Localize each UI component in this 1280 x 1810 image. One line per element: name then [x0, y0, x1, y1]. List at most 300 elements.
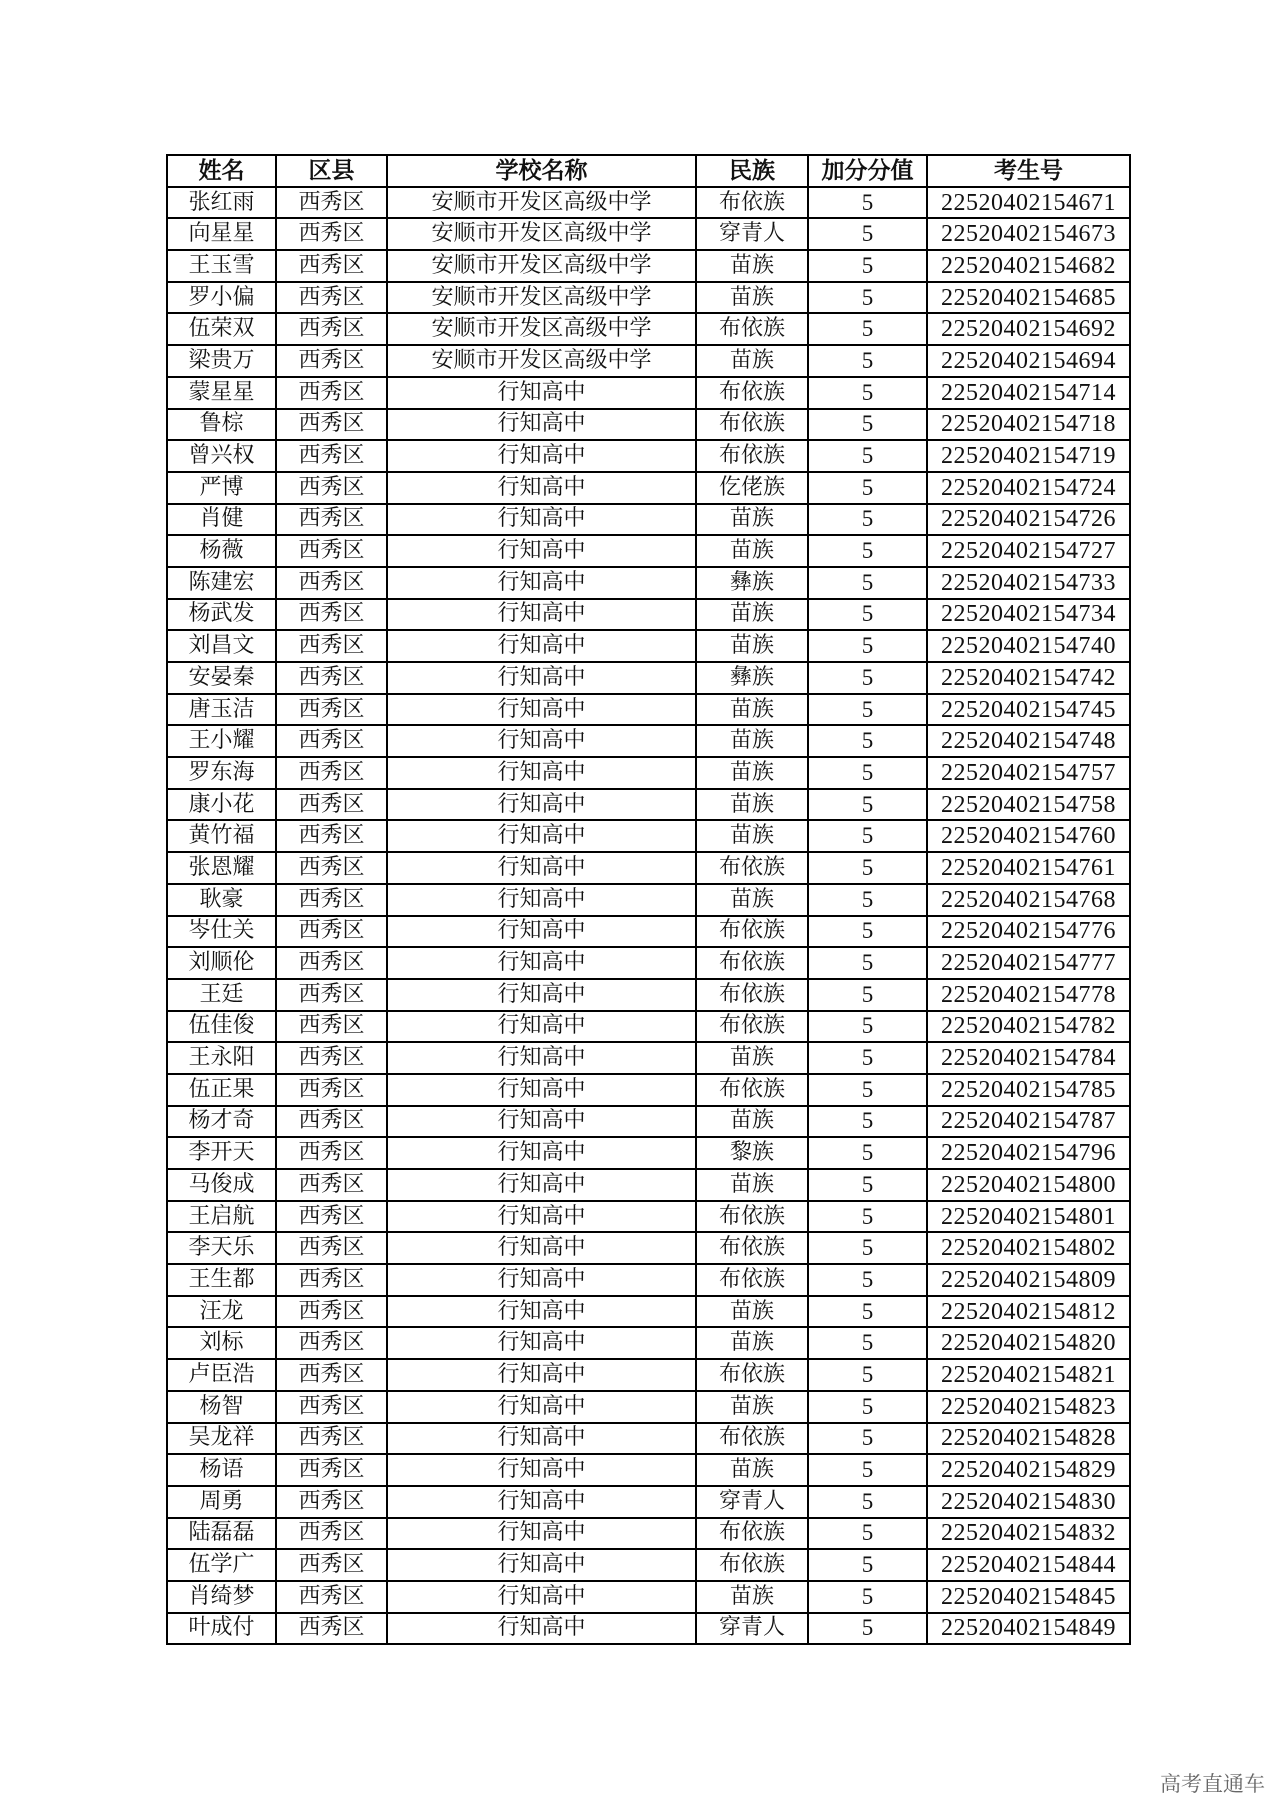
- cell-school: 行知高中: [387, 599, 696, 631]
- table-row: [167, 1518, 1130, 1550]
- cell-exam-number: 22520402154809: [927, 1264, 1130, 1296]
- cell-name: 鲁棕: [167, 409, 276, 441]
- cell-bonus-points: 5: [808, 1613, 927, 1645]
- cell-exam-number: 22520402154802: [927, 1232, 1130, 1264]
- cell-exam-number: 22520402154682: [927, 250, 1130, 282]
- cell-exam-number: 22520402154832: [927, 1518, 1130, 1550]
- cell-exam-number: 22520402154801: [927, 1201, 1130, 1233]
- cell-ethnicity: 苗族: [696, 535, 808, 567]
- cell-district: 西秀区: [276, 630, 387, 662]
- header-exam-number: 考生号: [927, 155, 1130, 187]
- cell-ethnicity: 苗族: [696, 725, 808, 757]
- cell-ethnicity: 苗族: [696, 1169, 808, 1201]
- cell-school: 行知高中: [387, 1486, 696, 1518]
- cell-name: 张恩耀: [167, 852, 276, 884]
- cell-name: 向星星: [167, 218, 276, 250]
- cell-name: 伍学广: [167, 1549, 276, 1581]
- table-row: [167, 1137, 1130, 1169]
- header-bonus-points: 加分分值: [808, 155, 927, 187]
- cell-school: 行知高中: [387, 1137, 696, 1169]
- cell-school: 行知高中: [387, 1296, 696, 1328]
- cell-exam-number: 22520402154820: [927, 1327, 1130, 1359]
- table-row: [167, 1232, 1130, 1264]
- cell-name: 周勇: [167, 1486, 276, 1518]
- cell-exam-number: 22520402154760: [927, 820, 1130, 852]
- table-row: [167, 1042, 1130, 1074]
- cell-name: 叶成付: [167, 1613, 276, 1645]
- cell-district: 西秀区: [276, 440, 387, 472]
- cell-district: 西秀区: [276, 884, 387, 916]
- cell-district: 西秀区: [276, 1296, 387, 1328]
- cell-school: 安顺市开发区高级中学: [387, 282, 696, 314]
- cell-district: 西秀区: [276, 1011, 387, 1043]
- cell-ethnicity: 布依族: [696, 1518, 808, 1550]
- cell-district: 西秀区: [276, 789, 387, 821]
- cell-exam-number: 22520402154671: [927, 187, 1130, 219]
- table-row: [167, 1613, 1130, 1645]
- cell-district: 西秀区: [276, 313, 387, 345]
- cell-bonus-points: 5: [808, 1296, 927, 1328]
- cell-district: 西秀区: [276, 820, 387, 852]
- cell-name: 汪龙: [167, 1296, 276, 1328]
- table-row: [167, 884, 1130, 916]
- cell-ethnicity: 苗族: [696, 1106, 808, 1138]
- cell-district: 西秀区: [276, 1486, 387, 1518]
- cell-exam-number: 22520402154719: [927, 440, 1130, 472]
- cell-name: 黄竹福: [167, 820, 276, 852]
- cell-exam-number: 22520402154796: [927, 1137, 1130, 1169]
- cell-district: 西秀区: [276, 535, 387, 567]
- cell-exam-number: 22520402154758: [927, 789, 1130, 821]
- cell-school: 行知高中: [387, 725, 696, 757]
- cell-ethnicity: 布依族: [696, 979, 808, 1011]
- cell-school: 行知高中: [387, 1011, 696, 1043]
- cell-bonus-points: 5: [808, 1232, 927, 1264]
- cell-ethnicity: 布依族: [696, 1232, 808, 1264]
- cell-exam-number: 22520402154724: [927, 472, 1130, 504]
- cell-district: 西秀区: [276, 1549, 387, 1581]
- cell-district: 西秀区: [276, 1106, 387, 1138]
- table-row: [167, 535, 1130, 567]
- cell-bonus-points: 5: [808, 789, 927, 821]
- header-name: 姓名: [167, 155, 276, 187]
- cell-name: 刘昌文: [167, 630, 276, 662]
- cell-ethnicity: 布依族: [696, 187, 808, 219]
- cell-district: 西秀区: [276, 1169, 387, 1201]
- cell-exam-number: 22520402154740: [927, 630, 1130, 662]
- cell-bonus-points: 5: [808, 1327, 927, 1359]
- cell-bonus-points: 5: [808, 282, 927, 314]
- cell-ethnicity: 苗族: [696, 1391, 808, 1423]
- cell-name: 张红雨: [167, 187, 276, 219]
- cell-school: 安顺市开发区高级中学: [387, 250, 696, 282]
- table-row: [167, 409, 1130, 441]
- cell-name: 王生都: [167, 1264, 276, 1296]
- cell-district: 西秀区: [276, 1201, 387, 1233]
- cell-district: 西秀区: [276, 979, 387, 1011]
- cell-exam-number: 22520402154785: [927, 1074, 1130, 1106]
- cell-ethnicity: 布依族: [696, 313, 808, 345]
- cell-name: 蒙星星: [167, 377, 276, 409]
- cell-school: 行知高中: [387, 1042, 696, 1074]
- cell-school: 安顺市开发区高级中学: [387, 313, 696, 345]
- cell-name: 李天乐: [167, 1232, 276, 1264]
- cell-bonus-points: 5: [808, 1106, 927, 1138]
- cell-exam-number: 22520402154823: [927, 1391, 1130, 1423]
- cell-bonus-points: 5: [808, 852, 927, 884]
- cell-bonus-points: 5: [808, 1359, 927, 1391]
- cell-bonus-points: 5: [808, 345, 927, 377]
- cell-school: 行知高中: [387, 409, 696, 441]
- table-row: [167, 757, 1130, 789]
- cell-exam-number: 22520402154761: [927, 852, 1130, 884]
- cell-ethnicity: 彝族: [696, 662, 808, 694]
- cell-district: 西秀区: [276, 1232, 387, 1264]
- table-row: [167, 187, 1130, 219]
- cell-district: 西秀区: [276, 377, 387, 409]
- table-row: [167, 599, 1130, 631]
- table-row: [167, 947, 1130, 979]
- cell-exam-number: 22520402154787: [927, 1106, 1130, 1138]
- cell-district: 西秀区: [276, 218, 387, 250]
- cell-district: 西秀区: [276, 1391, 387, 1423]
- cell-district: 西秀区: [276, 472, 387, 504]
- cell-ethnicity: 穿青人: [696, 1486, 808, 1518]
- cell-district: 西秀区: [276, 1074, 387, 1106]
- cell-bonus-points: 5: [808, 440, 927, 472]
- cell-bonus-points: 5: [808, 662, 927, 694]
- cell-bonus-points: 5: [808, 1549, 927, 1581]
- cell-school: 行知高中: [387, 1549, 696, 1581]
- table-body: [167, 187, 1130, 1645]
- cell-ethnicity: 苗族: [696, 1042, 808, 1074]
- cell-ethnicity: 布依族: [696, 1011, 808, 1043]
- cell-district: 西秀区: [276, 1613, 387, 1645]
- table-row: [167, 218, 1130, 250]
- cell-school: 行知高中: [387, 916, 696, 948]
- cell-bonus-points: 5: [808, 820, 927, 852]
- cell-name: 李开天: [167, 1137, 276, 1169]
- cell-exam-number: 22520402154673: [927, 218, 1130, 250]
- table-row: [167, 1423, 1130, 1455]
- cell-ethnicity: 布依族: [696, 852, 808, 884]
- cell-ethnicity: 布依族: [696, 409, 808, 441]
- cell-name: 吴龙祥: [167, 1423, 276, 1455]
- cell-ethnicity: 苗族: [696, 757, 808, 789]
- cell-bonus-points: 5: [808, 694, 927, 726]
- cell-bonus-points: 5: [808, 1486, 927, 1518]
- cell-exam-number: 22520402154830: [927, 1486, 1130, 1518]
- cell-bonus-points: 5: [808, 504, 927, 536]
- cell-school: 安顺市开发区高级中学: [387, 345, 696, 377]
- cell-exam-number: 22520402154784: [927, 1042, 1130, 1074]
- cell-bonus-points: 5: [808, 535, 927, 567]
- cell-bonus-points: 5: [808, 947, 927, 979]
- cell-name: 伍正果: [167, 1074, 276, 1106]
- table-row: [167, 472, 1130, 504]
- cell-name: 王小耀: [167, 725, 276, 757]
- table-row: [167, 1549, 1130, 1581]
- cell-school: 行知高中: [387, 1518, 696, 1550]
- cell-name: 严博: [167, 472, 276, 504]
- cell-name: 王启航: [167, 1201, 276, 1233]
- table-row: [167, 345, 1130, 377]
- cell-bonus-points: 5: [808, 377, 927, 409]
- cell-exam-number: 22520402154757: [927, 757, 1130, 789]
- cell-name: 伍佳俊: [167, 1011, 276, 1043]
- cell-school: 行知高中: [387, 1581, 696, 1613]
- cell-school: 行知高中: [387, 630, 696, 662]
- cell-school: 行知高中: [387, 1327, 696, 1359]
- cell-ethnicity: 布依族: [696, 1201, 808, 1233]
- table-row: [167, 725, 1130, 757]
- cell-exam-number: 22520402154800: [927, 1169, 1130, 1201]
- cell-ethnicity: 仡佬族: [696, 472, 808, 504]
- table-row: [167, 1264, 1130, 1296]
- cell-exam-number: 22520402154692: [927, 313, 1130, 345]
- cell-name: 耿豪: [167, 884, 276, 916]
- cell-ethnicity: 穿青人: [696, 218, 808, 250]
- cell-school: 行知高中: [387, 757, 696, 789]
- table-row: [167, 662, 1130, 694]
- table-row: [167, 979, 1130, 1011]
- cell-ethnicity: 布依族: [696, 947, 808, 979]
- header-school: 学校名称: [387, 155, 696, 187]
- cell-exam-number: 22520402154714: [927, 377, 1130, 409]
- cell-school: 行知高中: [387, 852, 696, 884]
- cell-bonus-points: 5: [808, 1074, 927, 1106]
- cell-district: 西秀区: [276, 694, 387, 726]
- table-row: [167, 820, 1130, 852]
- table-row: [167, 1201, 1130, 1233]
- cell-exam-number: 22520402154734: [927, 599, 1130, 631]
- cell-ethnicity: 布依族: [696, 1264, 808, 1296]
- cell-bonus-points: 5: [808, 1264, 927, 1296]
- cell-school: 行知高中: [387, 377, 696, 409]
- cell-bonus-points: 5: [808, 1423, 927, 1455]
- cell-district: 西秀区: [276, 1042, 387, 1074]
- cell-school: 行知高中: [387, 1391, 696, 1423]
- cell-ethnicity: 苗族: [696, 599, 808, 631]
- cell-district: 西秀区: [276, 1327, 387, 1359]
- cell-school: 行知高中: [387, 820, 696, 852]
- cell-school: 安顺市开发区高级中学: [387, 187, 696, 219]
- cell-ethnicity: 苗族: [696, 884, 808, 916]
- cell-bonus-points: 5: [808, 1042, 927, 1074]
- cell-bonus-points: 5: [808, 916, 927, 948]
- cell-ethnicity: 苗族: [696, 1581, 808, 1613]
- cell-district: 西秀区: [276, 250, 387, 282]
- table-row: [167, 916, 1130, 948]
- cell-name: 杨薇: [167, 535, 276, 567]
- cell-ethnicity: 苗族: [696, 345, 808, 377]
- cell-bonus-points: 5: [808, 1581, 927, 1613]
- cell-school: 行知高中: [387, 979, 696, 1011]
- cell-bonus-points: 5: [808, 1454, 927, 1486]
- cell-name: 杨智: [167, 1391, 276, 1423]
- table-row: [167, 1169, 1130, 1201]
- cell-exam-number: 22520402154844: [927, 1549, 1130, 1581]
- cell-exam-number: 22520402154733: [927, 567, 1130, 599]
- cell-district: 西秀区: [276, 1137, 387, 1169]
- cell-district: 西秀区: [276, 916, 387, 948]
- cell-school: 行知高中: [387, 1454, 696, 1486]
- cell-exam-number: 22520402154748: [927, 725, 1130, 757]
- cell-school: 行知高中: [387, 1169, 696, 1201]
- cell-bonus-points: 5: [808, 1169, 927, 1201]
- table-row: [167, 789, 1130, 821]
- cell-ethnicity: 布依族: [696, 1549, 808, 1581]
- cell-district: 西秀区: [276, 567, 387, 599]
- cell-ethnicity: 苗族: [696, 630, 808, 662]
- cell-school: 行知高中: [387, 884, 696, 916]
- cell-ethnicity: 苗族: [696, 1454, 808, 1486]
- cell-name: 肖健: [167, 504, 276, 536]
- cell-ethnicity: 布依族: [696, 1359, 808, 1391]
- cell-ethnicity: 彝族: [696, 567, 808, 599]
- table-header-row: [167, 155, 1130, 187]
- cell-name: 岑仕关: [167, 916, 276, 948]
- cell-district: 西秀区: [276, 725, 387, 757]
- cell-district: 西秀区: [276, 1581, 387, 1613]
- cell-name: 康小花: [167, 789, 276, 821]
- table-row: [167, 440, 1130, 472]
- cell-district: 西秀区: [276, 1454, 387, 1486]
- cell-school: 行知高中: [387, 1201, 696, 1233]
- table-row: [167, 313, 1130, 345]
- cell-name: 罗东海: [167, 757, 276, 789]
- table-row: [167, 1011, 1130, 1043]
- cell-name: 梁贵万: [167, 345, 276, 377]
- cell-district: 西秀区: [276, 409, 387, 441]
- cell-name: 刘标: [167, 1327, 276, 1359]
- cell-name: 陈建宏: [167, 567, 276, 599]
- cell-district: 西秀区: [276, 599, 387, 631]
- cell-school: 行知高中: [387, 947, 696, 979]
- cell-name: 王玉雪: [167, 250, 276, 282]
- cell-ethnicity: 布依族: [696, 377, 808, 409]
- cell-exam-number: 22520402154768: [927, 884, 1130, 916]
- cell-district: 西秀区: [276, 1423, 387, 1455]
- table-row: [167, 377, 1130, 409]
- table-row: [167, 1106, 1130, 1138]
- table-row: [167, 694, 1130, 726]
- table-row: [167, 1454, 1130, 1486]
- table-row: [167, 567, 1130, 599]
- cell-district: 西秀区: [276, 757, 387, 789]
- table-row: [167, 1581, 1130, 1613]
- table-row: [167, 504, 1130, 536]
- cell-exam-number: 22520402154812: [927, 1296, 1130, 1328]
- table-row: [167, 250, 1130, 282]
- cell-ethnicity: 苗族: [696, 250, 808, 282]
- cell-name: 伍荣双: [167, 313, 276, 345]
- cell-bonus-points: 5: [808, 187, 927, 219]
- cell-school: 安顺市开发区高级中学: [387, 218, 696, 250]
- cell-bonus-points: 5: [808, 1391, 927, 1423]
- cell-school: 行知高中: [387, 1106, 696, 1138]
- cell-bonus-points: 5: [808, 757, 927, 789]
- cell-ethnicity: 苗族: [696, 1327, 808, 1359]
- cell-exam-number: 22520402154782: [927, 1011, 1130, 1043]
- cell-bonus-points: 5: [808, 599, 927, 631]
- cell-district: 西秀区: [276, 282, 387, 314]
- cell-school: 行知高中: [387, 1423, 696, 1455]
- cell-school: 行知高中: [387, 535, 696, 567]
- header-ethnicity: 民族: [696, 155, 808, 187]
- cell-bonus-points: 5: [808, 725, 927, 757]
- cell-ethnicity: 布依族: [696, 1423, 808, 1455]
- cell-district: 西秀区: [276, 662, 387, 694]
- cell-name: 安晏秦: [167, 662, 276, 694]
- cell-district: 西秀区: [276, 852, 387, 884]
- table-row: [167, 1359, 1130, 1391]
- cell-exam-number: 22520402154821: [927, 1359, 1130, 1391]
- cell-exam-number: 22520402154727: [927, 535, 1130, 567]
- table-row: [167, 282, 1130, 314]
- table-row: [167, 852, 1130, 884]
- cell-school: 行知高中: [387, 789, 696, 821]
- cell-name: 卢臣浩: [167, 1359, 276, 1391]
- cell-bonus-points: 5: [808, 1011, 927, 1043]
- cell-name: 王永阳: [167, 1042, 276, 1074]
- cell-name: 杨武发: [167, 599, 276, 631]
- cell-exam-number: 22520402154726: [927, 504, 1130, 536]
- cell-name: 唐玉洁: [167, 694, 276, 726]
- cell-school: 行知高中: [387, 1613, 696, 1645]
- cell-ethnicity: 黎族: [696, 1137, 808, 1169]
- cell-ethnicity: 苗族: [696, 282, 808, 314]
- cell-exam-number: 22520402154829: [927, 1454, 1130, 1486]
- cell-exam-number: 22520402154742: [927, 662, 1130, 694]
- cell-school: 行知高中: [387, 504, 696, 536]
- cell-bonus-points: 5: [808, 472, 927, 504]
- cell-school: 行知高中: [387, 694, 696, 726]
- cell-bonus-points: 5: [808, 250, 927, 282]
- cell-name: 马俊成: [167, 1169, 276, 1201]
- cell-bonus-points: 5: [808, 218, 927, 250]
- cell-school: 行知高中: [387, 1359, 696, 1391]
- cell-exam-number: 22520402154828: [927, 1423, 1130, 1455]
- bonus-points-table: [166, 154, 1131, 1645]
- table-row: [167, 1327, 1130, 1359]
- cell-exam-number: 22520402154845: [927, 1581, 1130, 1613]
- cell-bonus-points: 5: [808, 1201, 927, 1233]
- cell-bonus-points: 5: [808, 884, 927, 916]
- cell-ethnicity: 苗族: [696, 820, 808, 852]
- header-district: 区县: [276, 155, 387, 187]
- cell-bonus-points: 5: [808, 979, 927, 1011]
- table-row: [167, 630, 1130, 662]
- cell-ethnicity: 布依族: [696, 1074, 808, 1106]
- cell-school: 行知高中: [387, 1232, 696, 1264]
- cell-district: 西秀区: [276, 1518, 387, 1550]
- cell-bonus-points: 5: [808, 1518, 927, 1550]
- cell-name: 陆磊磊: [167, 1518, 276, 1550]
- cell-school: 行知高中: [387, 1074, 696, 1106]
- cell-ethnicity: 布依族: [696, 916, 808, 948]
- cell-bonus-points: 5: [808, 313, 927, 345]
- cell-exam-number: 22520402154849: [927, 1613, 1130, 1645]
- cell-ethnicity: 苗族: [696, 504, 808, 536]
- cell-exam-number: 22520402154685: [927, 282, 1130, 314]
- cell-bonus-points: 5: [808, 409, 927, 441]
- cell-name: 曾兴权: [167, 440, 276, 472]
- cell-exam-number: 22520402154694: [927, 345, 1130, 377]
- cell-school: 行知高中: [387, 567, 696, 599]
- cell-exam-number: 22520402154718: [927, 409, 1130, 441]
- cell-school: 行知高中: [387, 662, 696, 694]
